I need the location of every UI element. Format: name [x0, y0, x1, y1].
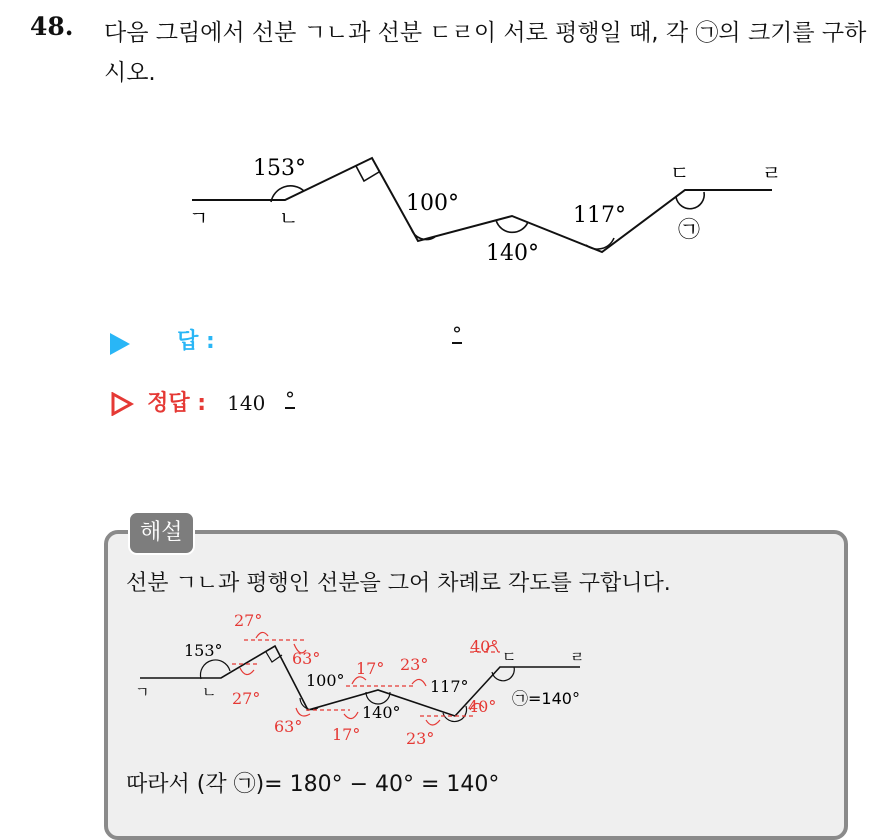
right-angle-mark: [356, 166, 379, 181]
red-angle-label: 27°: [234, 611, 263, 630]
point-label: ㄷ: [502, 648, 517, 666]
red-arc: [426, 720, 440, 725]
red-angle-label: 23°: [406, 729, 435, 748]
angle-label: 153°: [184, 641, 223, 660]
point-label: ㄱ: [135, 683, 150, 701]
angle-label: 100°: [306, 671, 345, 690]
question-text: 다음 그림에서 선분 ㄱㄴ과 선분 ㄷㄹ이 서로 평행일 때, 각 ㉠의 크기를 구하시오.: [104, 20, 867, 86]
correct-answer-value: 140: [227, 391, 266, 415]
angle-label: 117°: [430, 677, 469, 696]
angle-label: 117°: [573, 203, 626, 228]
red-angle-label: 23°: [400, 655, 429, 674]
answer-label: 답 :: [177, 329, 215, 354]
red-angle-label: 63°: [274, 717, 303, 736]
result-label: ㉠=140°: [512, 689, 580, 708]
angle-label: 100°: [406, 191, 459, 216]
red-angle-label: 40°: [468, 697, 497, 716]
angle-label: 140°: [486, 241, 539, 266]
correct-answer-unit: °: [285, 387, 295, 411]
solution-tag: 해설: [128, 511, 195, 555]
play-icon: [110, 333, 130, 355]
angle-label: 140°: [362, 703, 401, 722]
point-label: ㄴ: [202, 683, 217, 701]
red-arc: [240, 668, 254, 675]
point-label: ㄴ: [279, 206, 299, 230]
answer-blank-unit: °: [452, 322, 462, 346]
problem-figure: [0, 130, 884, 300]
arc-unknown: [492, 667, 514, 681]
point-label: ㄱ: [189, 206, 209, 230]
red-arc: [344, 712, 358, 719]
point-label: ㄹ: [570, 648, 585, 666]
question-number: 48.: [30, 12, 74, 41]
point-label: ㄹ: [762, 161, 782, 185]
correct-answer-row: [110, 386, 265, 420]
red-angle-label: 40°: [470, 637, 499, 656]
red-angle-label: 17°: [332, 725, 361, 744]
red-angle-label: 27°: [232, 689, 261, 708]
red-angle-label: 63°: [292, 649, 321, 668]
solution-final: 따라서 (각 ㉠)= 180° − 40° = 140°: [126, 772, 500, 797]
correct-answer-label: 정답 :: [147, 391, 207, 416]
red-arc: [256, 632, 268, 638]
solution-figure: [0, 600, 884, 760]
point-label: ㄷ: [670, 161, 690, 185]
outline-play-icon: [110, 392, 134, 420]
solution-text: 선분 ㄱㄴ과 평행인 선분을 그어 차례로 각도를 구합니다.: [126, 571, 671, 596]
red-angle-label: 17°: [356, 659, 385, 678]
unknown-angle-label: ㉠: [678, 218, 701, 243]
arc-140: [496, 220, 528, 232]
red-arc: [412, 679, 426, 686]
answer-row: [110, 324, 215, 355]
angle-label: 153°: [253, 156, 306, 181]
